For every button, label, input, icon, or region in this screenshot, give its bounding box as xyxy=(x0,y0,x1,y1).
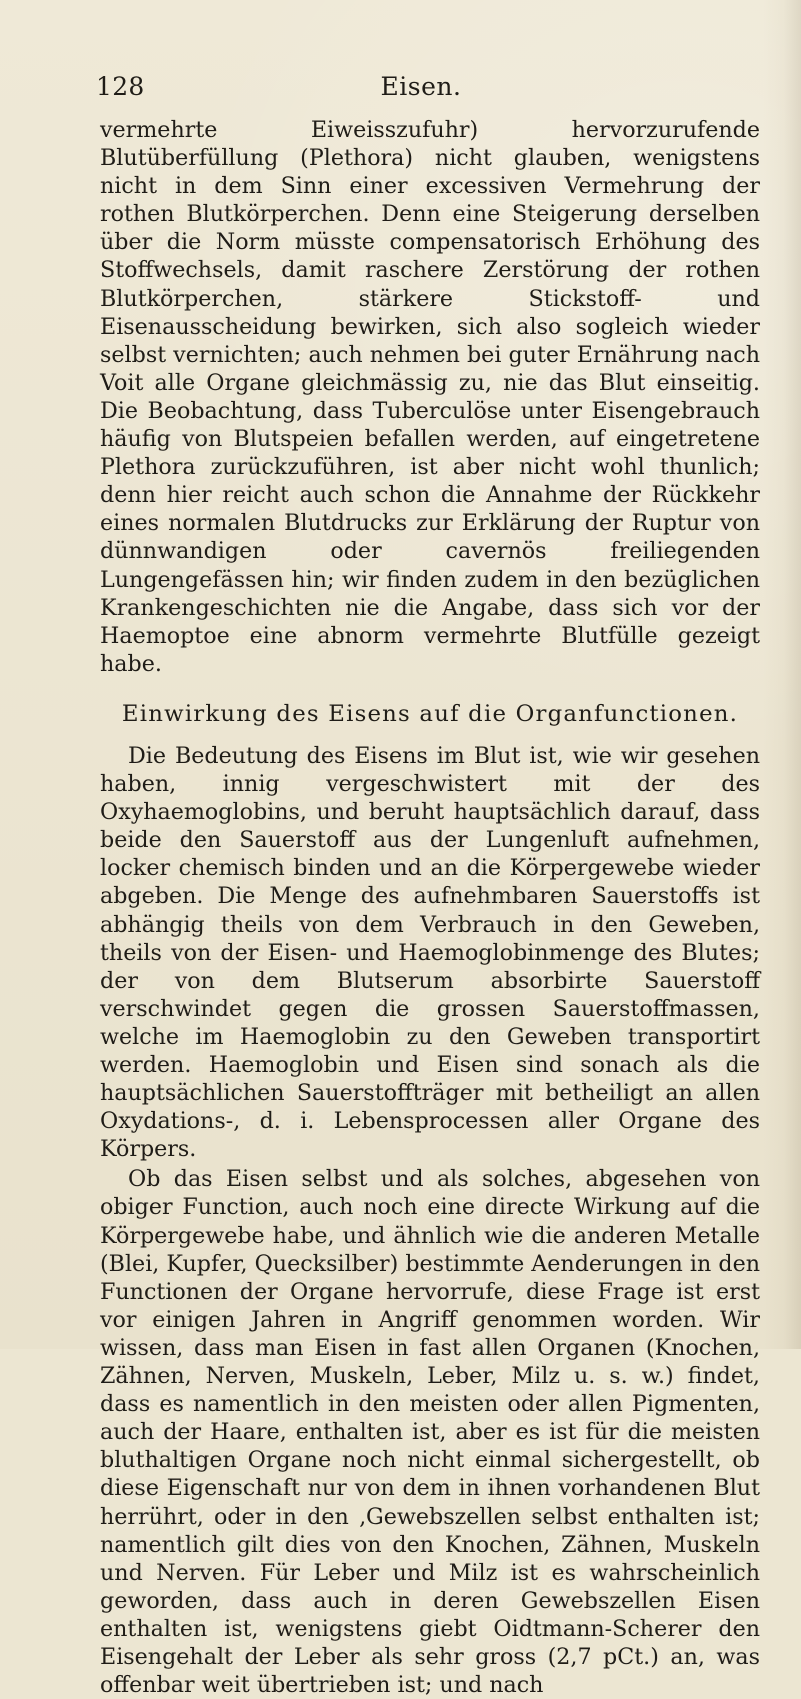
page-edge-shadow xyxy=(763,0,801,1349)
paragraph-3: Ob das Eisen selbst und als solches, abgesehen von obiger Function, auch noch eine directe Wirkung auf die Körpergewebe habe, und ähnlich wie die anderen Metalle (Blei, Kupfer, Quecksilber) bestimmte Aenderungen in den Functionen der Organe hervorrufe, diese Frage ist erst vor einigen Jahren in Angriff genommen worden. Wir wissen, dass man Eisen in fast allen Organen (Knochen, Zähnen, Nerven, Muskeln, Leber, Milz u. s. w.) findet, dass es namentlich in den meisten oder allen Pigmenten, auch der Haare, enthalten ist, aber es ist für die meisten bluthaltigen Organe noch nicht einmal sichergestellt, ob diese Eigenschaft nur von dem in ihnen vorhandenen Blut herrührt, oder in den ‚Gewebszellen selbst enthalten ist; namentlich gilt dies von den Knochen, Zähnen, Muskeln und Nerven. Für Leber und Milz ist es wahrscheinlich geworden, dass auch in deren Gewebszellen Eisen enthalten ist, wenigstens giebt Oidtmann-Scherer den Eisengehalt der Leber als sehr gross (2,7 pCt.) an, was offenbar weit übertrieben ist; und nach xyxy=(100,1166,760,1699)
paragraph-1: vermehrte Eiweisszufuhr) hervorzurufende Blutüberfüllung (Plethora) nicht glauben, wenigstens nicht in dem Sinn einer excessiven Vermehrung der rothen Blutkörperchen. Denn eine Steigerung derselben über die Norm müsste compensatorisch Erhöhung des Stoffwechsels, damit raschere Zerstörung der rothen Blutkörperchen, stärkere Stickstoff- und Eisenausscheidung bewirken, sich also sogleich wieder selbst vernichten; auch nehmen bei guter Ernährung nach Voit alle Organe gleichmässig zu, nie das Blut einseitig. Die Beobachtung, dass Tuberculöse unter Eisengebrauch häufig von Blutspeien befallen werden, auf eingetretene Plethora zurückzuführen, ist aber nicht wohl thunlich; denn hier reicht auch schon die Annahme der Rückkehr eines normalen Blutdrucks zur Erklärung der Ruptur von dünnwandigen oder cavernös freiliegenden Lungengefässen hin; wir finden zudem in den bezüglichen Krankengeschichten nie die Angabe, dass sich vor der Haemoptoe eine abnorm vermehrte Blutfülle gezeigt habe. xyxy=(100,117,760,677)
page-number: 128 xyxy=(96,72,145,101)
paragraph-2: Die Bedeutung des Eisens im Blut ist, wie wir gesehen haben, innig vergeschwistert mit der des Oxyhaemoglobins, und beruht hauptsächlich darauf, dass beide den Sauerstoff aus der Lungenluft aufnehmen, locker chemisch binden und an die Körpergewebe wieder abgeben. Die Menge des aufnehmbaren Sauerstoffs ist abhängig theils von dem Verbrauch in den Geweben, theils von der Eisen- und Haemoglobinmenge des Blutes; der von dem Blutserum absorbirte Sauerstoff verschwindet gegen die grossen Sauerstoffmassen, welche im Haemoglobin zu den Geweben transportirt werden. Haemoglobin und Eisen sind sonach als die hauptsächlichen Sauerstoffträger mit betheiligt an allen Oxydations-, d. i. Lebensprocessen aller Organe des Körpers. xyxy=(100,742,760,1163)
running-title: Eisen. xyxy=(380,72,462,101)
section-heading: Einwirkung des Eisens auf die Organfunctionen. xyxy=(121,700,739,727)
page-body xyxy=(100,116,760,1699)
page-header xyxy=(96,72,746,100)
